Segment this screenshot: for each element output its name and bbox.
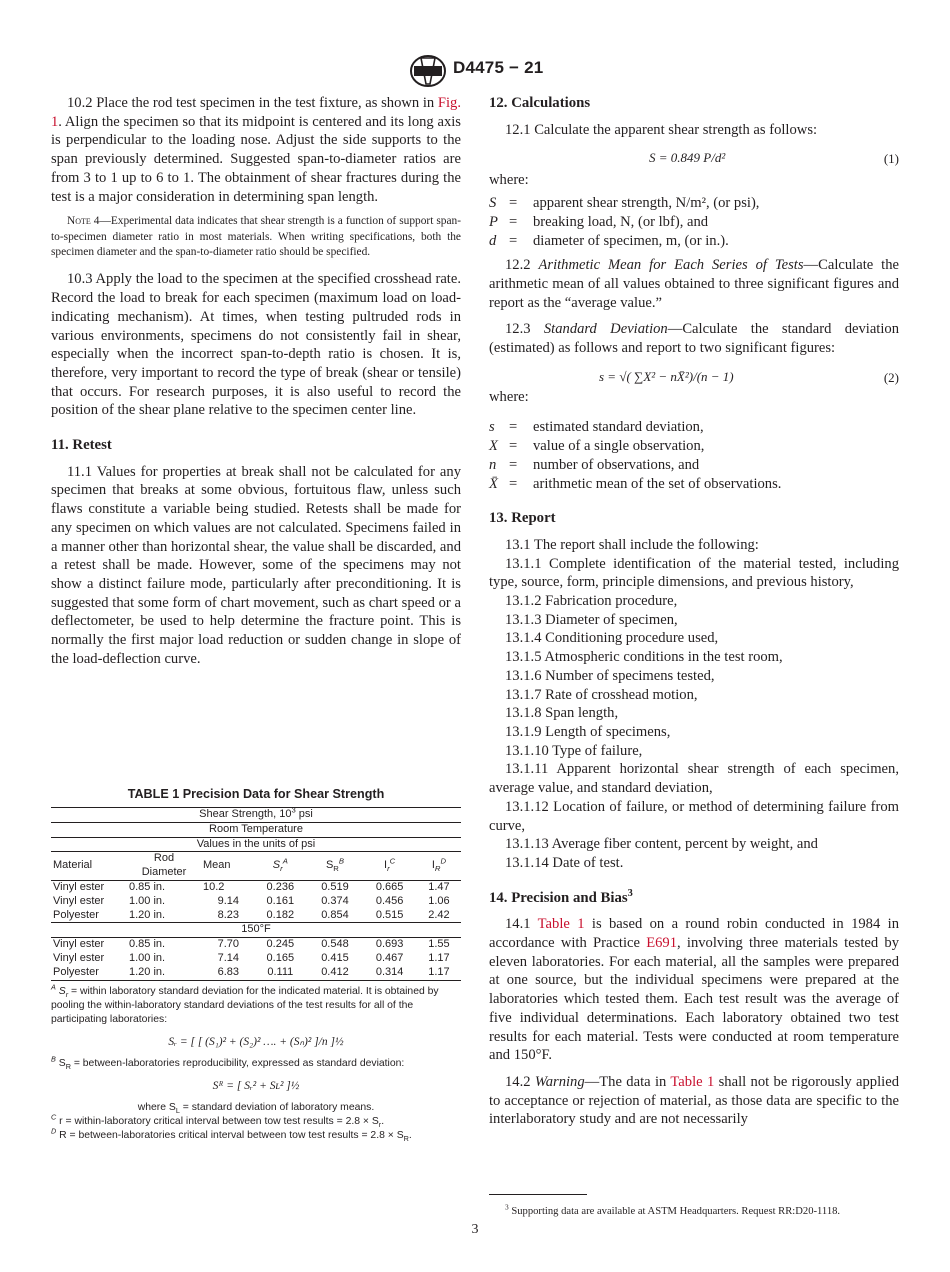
table-1-link[interactable]: Table 1 bbox=[670, 1073, 715, 1090]
definition-item: n = number of observations, and bbox=[489, 456, 700, 473]
col-rod-diameter: Rod Diameter bbox=[127, 852, 201, 881]
report-item: 13.1.3 Diameter of specimen, bbox=[505, 611, 678, 628]
page-number: 3 bbox=[471, 1222, 479, 1237]
definitions-2 bbox=[489, 418, 899, 493]
footnote-3: $^3$ Supporting data are available at ASTM Headquarters. Request RR:D20-1118. bbox=[505, 1202, 841, 1217]
report-item: 13.1.14 Date of test. bbox=[505, 854, 624, 871]
definition-item: X̄ = arithmetic mean of the set of observations. bbox=[489, 475, 782, 492]
equation-2-body: s = √( ∑X² − nX̄²)/(n − 1) bbox=[599, 368, 734, 384]
where-2: where: bbox=[489, 388, 529, 405]
report-item: 13.1.9 Length of specimens, bbox=[505, 723, 671, 740]
report-item: 13.1.6 Number of specimens tested, bbox=[505, 667, 715, 684]
paragraph-13-1-11: 13.1.11 Apparent horizontal shear strength of each specimen, average value, and standard deviation, bbox=[489, 761, 899, 797]
paragraph-12-3: 12.3 Standard Deviation—Calculate the standard deviation (estimated) as follows and report to two significant figures: bbox=[489, 321, 900, 357]
report-item: 13.1.4 Conditioning procedure used, bbox=[505, 630, 719, 647]
table-span-150f: 150°F bbox=[51, 923, 461, 938]
footnote-divider bbox=[489, 1194, 587, 1195]
table-1-link[interactable]: Table 1 bbox=[537, 916, 585, 933]
table-row: Polyester 1.20 in. 8.23 0.182 0.854 0.515 2.42 bbox=[53, 908, 450, 921]
footnote-c: $^C$ r = within-laboratory critical interval between tow test results = $2.8 \times S_r$. bbox=[51, 1112, 385, 1129]
equation-1-number: (1) bbox=[883, 151, 899, 167]
paragraph-10-3: 10.3 Apply the load to the specimen at the specified crosshead rate. Record the load to break for each specimen (maximum load on load-indicating mechanism). At times, when testing pultruded rods in various environments, specimens do not consistently fail in shear, especially when the incorrect span-to-depth ratio is chosen. It is, therefore, very important to record the type of break (shear or tensile) that occurs. For research purposes, it is also useful to record the position of the shear plane relative to the specimen center line. bbox=[51, 271, 461, 419]
fig-1-link[interactable]: Fig. 1 bbox=[51, 95, 461, 130]
report-item: 13.1.10 Type of failure, bbox=[505, 742, 643, 759]
table-footnotes bbox=[51, 982, 461, 1143]
report-item: 13.1.13 Average fiber content, percent by weight, and bbox=[505, 836, 818, 853]
col-iR: $I_R^D$ bbox=[417, 852, 461, 881]
col-sR: $S_R^B$ bbox=[308, 852, 363, 881]
col-mean: Mean bbox=[201, 852, 253, 881]
footnote-a: $^A$ $S_r$ = within laboratory standard deviation for the indicated material. It is obtained by pooling the within-laboratory standard deviations of the test results for all of the participating laboratories: bbox=[51, 982, 439, 1025]
astm-logo-icon bbox=[408, 54, 448, 88]
table-row: Vinyl ester 0.85 in. 10.2 0.236 0.519 0.665 1.47 bbox=[53, 880, 450, 893]
designation-label: D4475 − 21 bbox=[453, 58, 544, 77]
paragraph-10-2: 10.2 Place the rod test specimen in the test fixture, as shown in Fig. 1. Align the specimen so that its midpoint is centered and its long axis is perpendicular to the loading nose. Adjust the side supports to the span previously determined. Suggested span-to-diameter ratios are from 3 to 1 up to 6 to 1. The obtainment of shear fractures during the test is a major consideration in determining span length. bbox=[51, 95, 461, 205]
page-header bbox=[0, 54, 950, 88]
definitions-1 bbox=[489, 194, 899, 250]
definition-item: s = estimated standard deviation, bbox=[489, 419, 704, 436]
paragraph-11-1: 11.1 Values for properties at break shall not be calculated for any specimen that breaks at some obvious, fortuitous flaw, unless such flaws constitute a variable being studied. Retests shall be made for any specimen on which values are not calculated. Specimens failed in a manner other than horizontal shear, the value shall be discarded, and a retest shall be made. However, some of the specimens may not show a distinct failure mode, particularly after preconditioning. It is suggested that some form of chart movement, such as chart speed or a deflectometer, be used to help determine the fracture point. This is normally the first major load reduction or sudden change in slope of the load-deflection curve. bbox=[51, 463, 461, 667]
table-span-room-temperature: Room Temperature bbox=[51, 822, 461, 837]
paragraph-14-1: 14.1 Table 1 is based on a round robin conducted in 1984 in accordance with Practice E691, involving three materials tested by eleven laboratories. For each material, all the samples were prepared at one source, but the individual specimens were prepared at the laboratories which tested them. Each test result was the average of five individual determinations. Each laboratory obtained two test results for each material. Tests were conducted at room temperature and 150°F. bbox=[489, 916, 899, 1064]
equation-2-number: (2) bbox=[883, 369, 899, 385]
col-ir: $I_r^C$ bbox=[362, 852, 417, 881]
table-row: Vinyl ester 0.85 in. 7.70 0.245 0.548 0.693 1.55 bbox=[53, 938, 450, 951]
paragraph-13-1-1: 13.1.1 Complete identification of the material tested, including type, source, form, principle dimensions, and previous history, bbox=[489, 555, 899, 591]
where-1: where: bbox=[489, 172, 529, 189]
table-row: Vinyl ester 1.00 in. 9.14 0.161 0.374 0.456 1.06 bbox=[53, 894, 450, 907]
paragraph-13-1-12: 13.1.12 Location of failure, or method of determining failure from curve, bbox=[489, 798, 899, 834]
paragraph-12-1: 12.1 Calculate the apparent shear strength as follows: bbox=[505, 121, 818, 138]
definition-item: d = diameter of specimen, m, (or in.). bbox=[489, 232, 729, 249]
equation-1 bbox=[489, 147, 899, 171]
definition-item: S = apparent shear strength, N/m², (or psi), bbox=[489, 195, 760, 212]
definition-item: P = breaking load, N, (or lbf), and bbox=[489, 213, 709, 230]
note-4: Note 4—Experimental data indicates that shear strength is a function of support span-to-specimen diameter ratio in most materials. When writing specifications, both the specimen diameter and the span-to-diameter ratio should be specified. bbox=[51, 215, 461, 259]
report-item: 13.1.2 Fabrication procedure, bbox=[505, 593, 678, 610]
precision-table bbox=[51, 787, 461, 1143]
table-span-shear-strength: Shear Strength, $10^3$ psi bbox=[51, 808, 461, 823]
paragraph-12-2: 12.2 Arithmetic Mean for Each Series of Tests—Calculate the arithmetic mean of all values obtained to three significant figures and report as the “average value.” bbox=[489, 257, 899, 311]
paragraph-14-2: 14.2 Warning—The data in Table 1 shall not be rigorously applied to acceptance or rejection of material, as those data are specific to the interlaboratory study and are not necessarily bbox=[489, 1073, 899, 1128]
paragraph-13-1: 13.1 The report shall include the following: bbox=[505, 536, 759, 553]
equation-sR: Sᴿ = [ Sᵣ² + Sʟ² ]½ bbox=[212, 1079, 300, 1092]
section-11-heading: 11. Retest bbox=[51, 437, 112, 454]
footnote-b: $^B$ $S_R$ = between-laboratories reproducibility, expressed as standard deviation: bbox=[51, 1054, 405, 1071]
report-item: 13.1.8 Span length, bbox=[505, 705, 619, 722]
section-14-heading: 14. Precision and Bias$^3$ bbox=[489, 887, 633, 906]
col-sr: $S_r^A$ bbox=[253, 852, 308, 881]
report-item: 13.1.7 Rate of crosshead motion, bbox=[505, 686, 698, 703]
table-caption: TABLE 1 Precision Data for Shear Strength bbox=[127, 787, 385, 801]
precision-data-table bbox=[51, 807, 461, 981]
left-column bbox=[51, 94, 461, 677]
e691-link[interactable]: E691 bbox=[646, 935, 678, 952]
where-sl: where $S_L$ = standard deviation of laboratory means. bbox=[137, 1101, 375, 1115]
section-12-heading: 12. Calculations bbox=[489, 95, 591, 111]
col-material: Material bbox=[51, 852, 127, 881]
equation-2 bbox=[489, 366, 899, 388]
equation-sr: Sᵣ = [ [ (S₁)² + (S₂)² …. + (Sₙ)² ]/n ]½ bbox=[168, 1035, 344, 1048]
definition-item: X = value of a single observation, bbox=[489, 438, 705, 455]
table-span-units: Values in the units of psi bbox=[51, 837, 461, 852]
table-row: Polyester 1.20 in. 6.83 0.111 0.412 0.314 1.17 bbox=[51, 966, 461, 980]
section-13-heading: 13. Report bbox=[489, 510, 556, 527]
table-row: Vinyl ester 1.00 in. 7.14 0.165 0.415 0.467 1.17 bbox=[53, 951, 450, 964]
right-column bbox=[489, 94, 899, 1137]
table-header-row bbox=[51, 852, 461, 881]
equation-1-body: S = 0.849 P/d² bbox=[649, 150, 726, 166]
report-item: 13.1.5 Atmospheric conditions in the test room, bbox=[505, 649, 783, 666]
footnote-d: $^D$ R = between-laboratories critical interval between tow test results = $2.8 \times S_R$. bbox=[51, 1126, 412, 1143]
